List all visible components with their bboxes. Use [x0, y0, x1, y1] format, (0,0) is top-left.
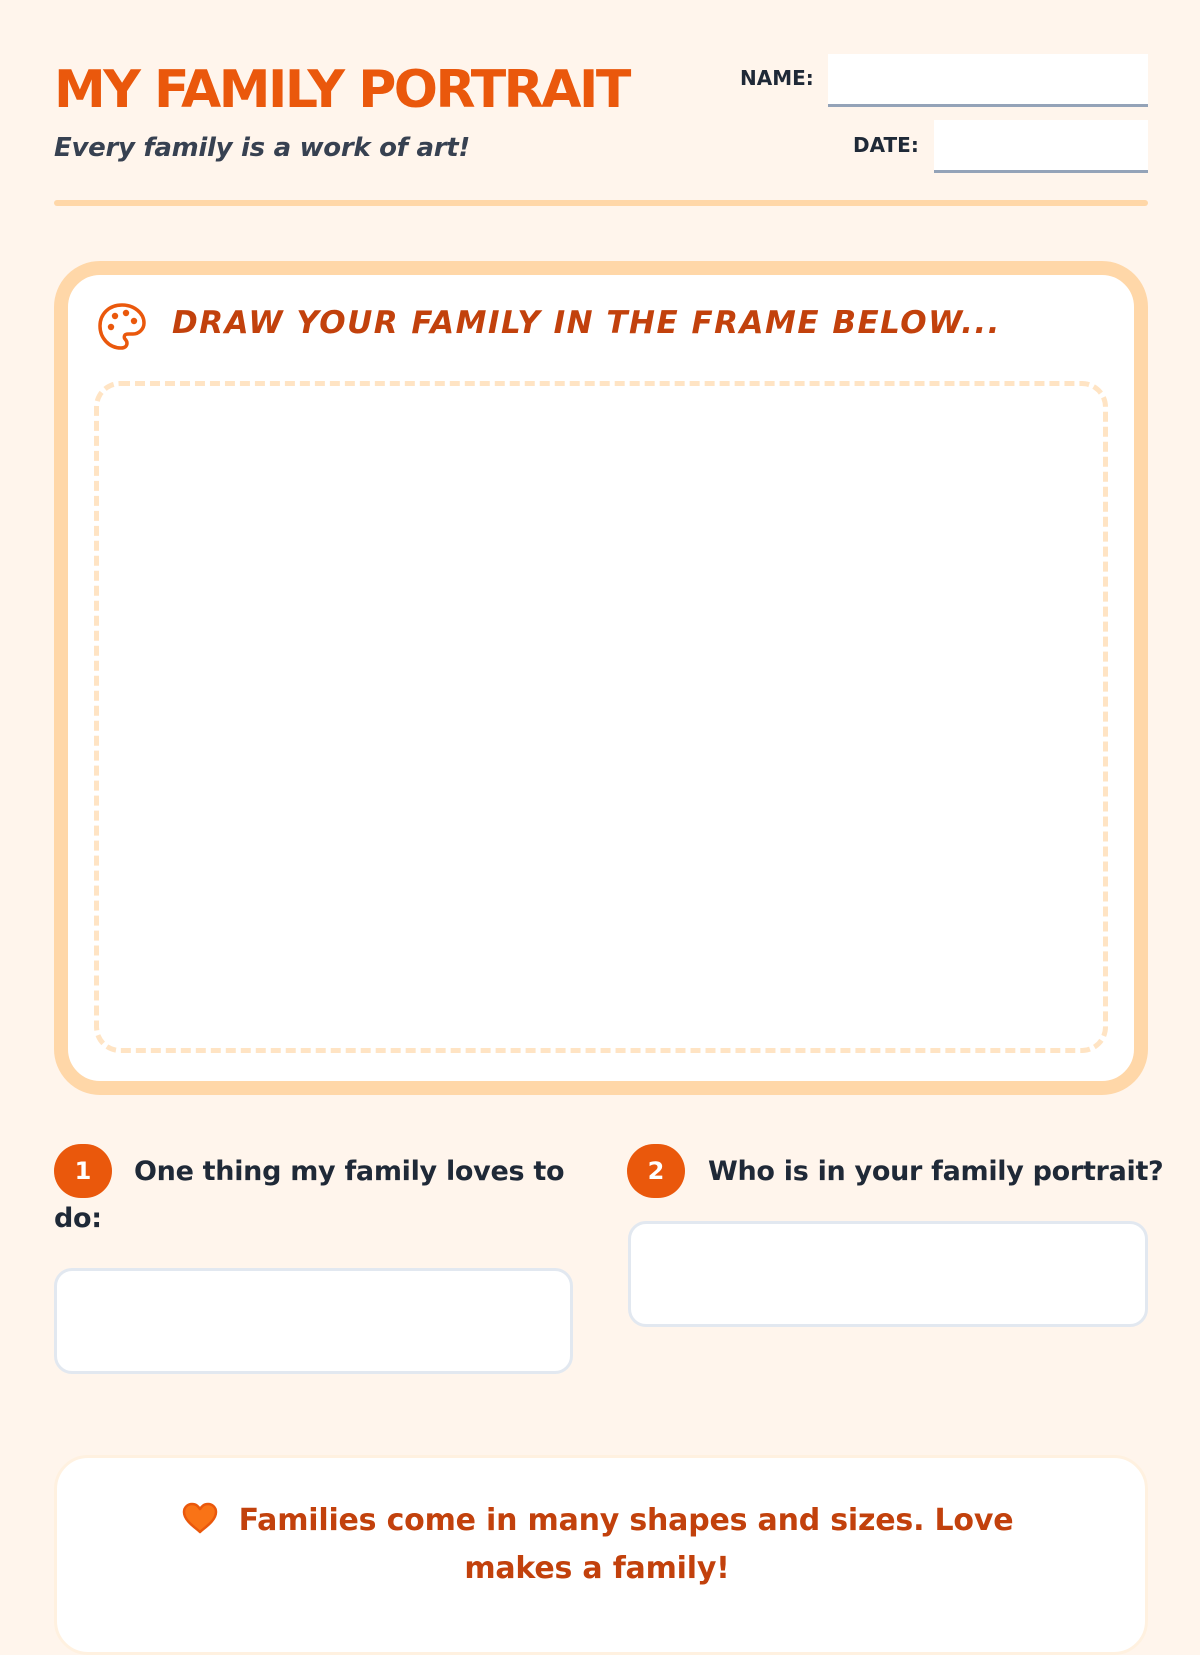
palette-icon [96, 301, 148, 353]
question-2-answer-field[interactable] [628, 1221, 1148, 1327]
date-field[interactable] [934, 120, 1148, 173]
header-divider [54, 200, 1148, 206]
family-note-text: Families come in many shapes and sizes. Love makes a family! [238, 1503, 1014, 1586]
frame-heading: DRAW YOUR FAMILY IN THE FRAME BELOW... [172, 305, 1001, 341]
worksheet-page [54, 0, 1164, 1600]
drawing-frame [54, 261, 1148, 1095]
question-1-number-badge: 1 [54, 1144, 112, 1198]
heart-icon [181, 1501, 219, 1533]
page-title: MY FAMILY PORTRAIT [54, 60, 629, 120]
question-1-text: One thing my family loves to do: [54, 1156, 565, 1234]
family-note [147, 1497, 1047, 1593]
page-subtitle: Every family is a work of art! [54, 133, 470, 163]
drawing-area[interactable] [94, 381, 1108, 1053]
date-label: DATE: [853, 133, 919, 157]
question-2-text: Who is in your family portrait? [708, 1156, 1164, 1187]
question-1-answer-field[interactable] [54, 1268, 573, 1374]
family-note-card [54, 1455, 1148, 1655]
question-2-number-badge: 2 [627, 1144, 685, 1198]
name-label: NAME: [740, 66, 814, 90]
name-field[interactable] [828, 54, 1148, 107]
